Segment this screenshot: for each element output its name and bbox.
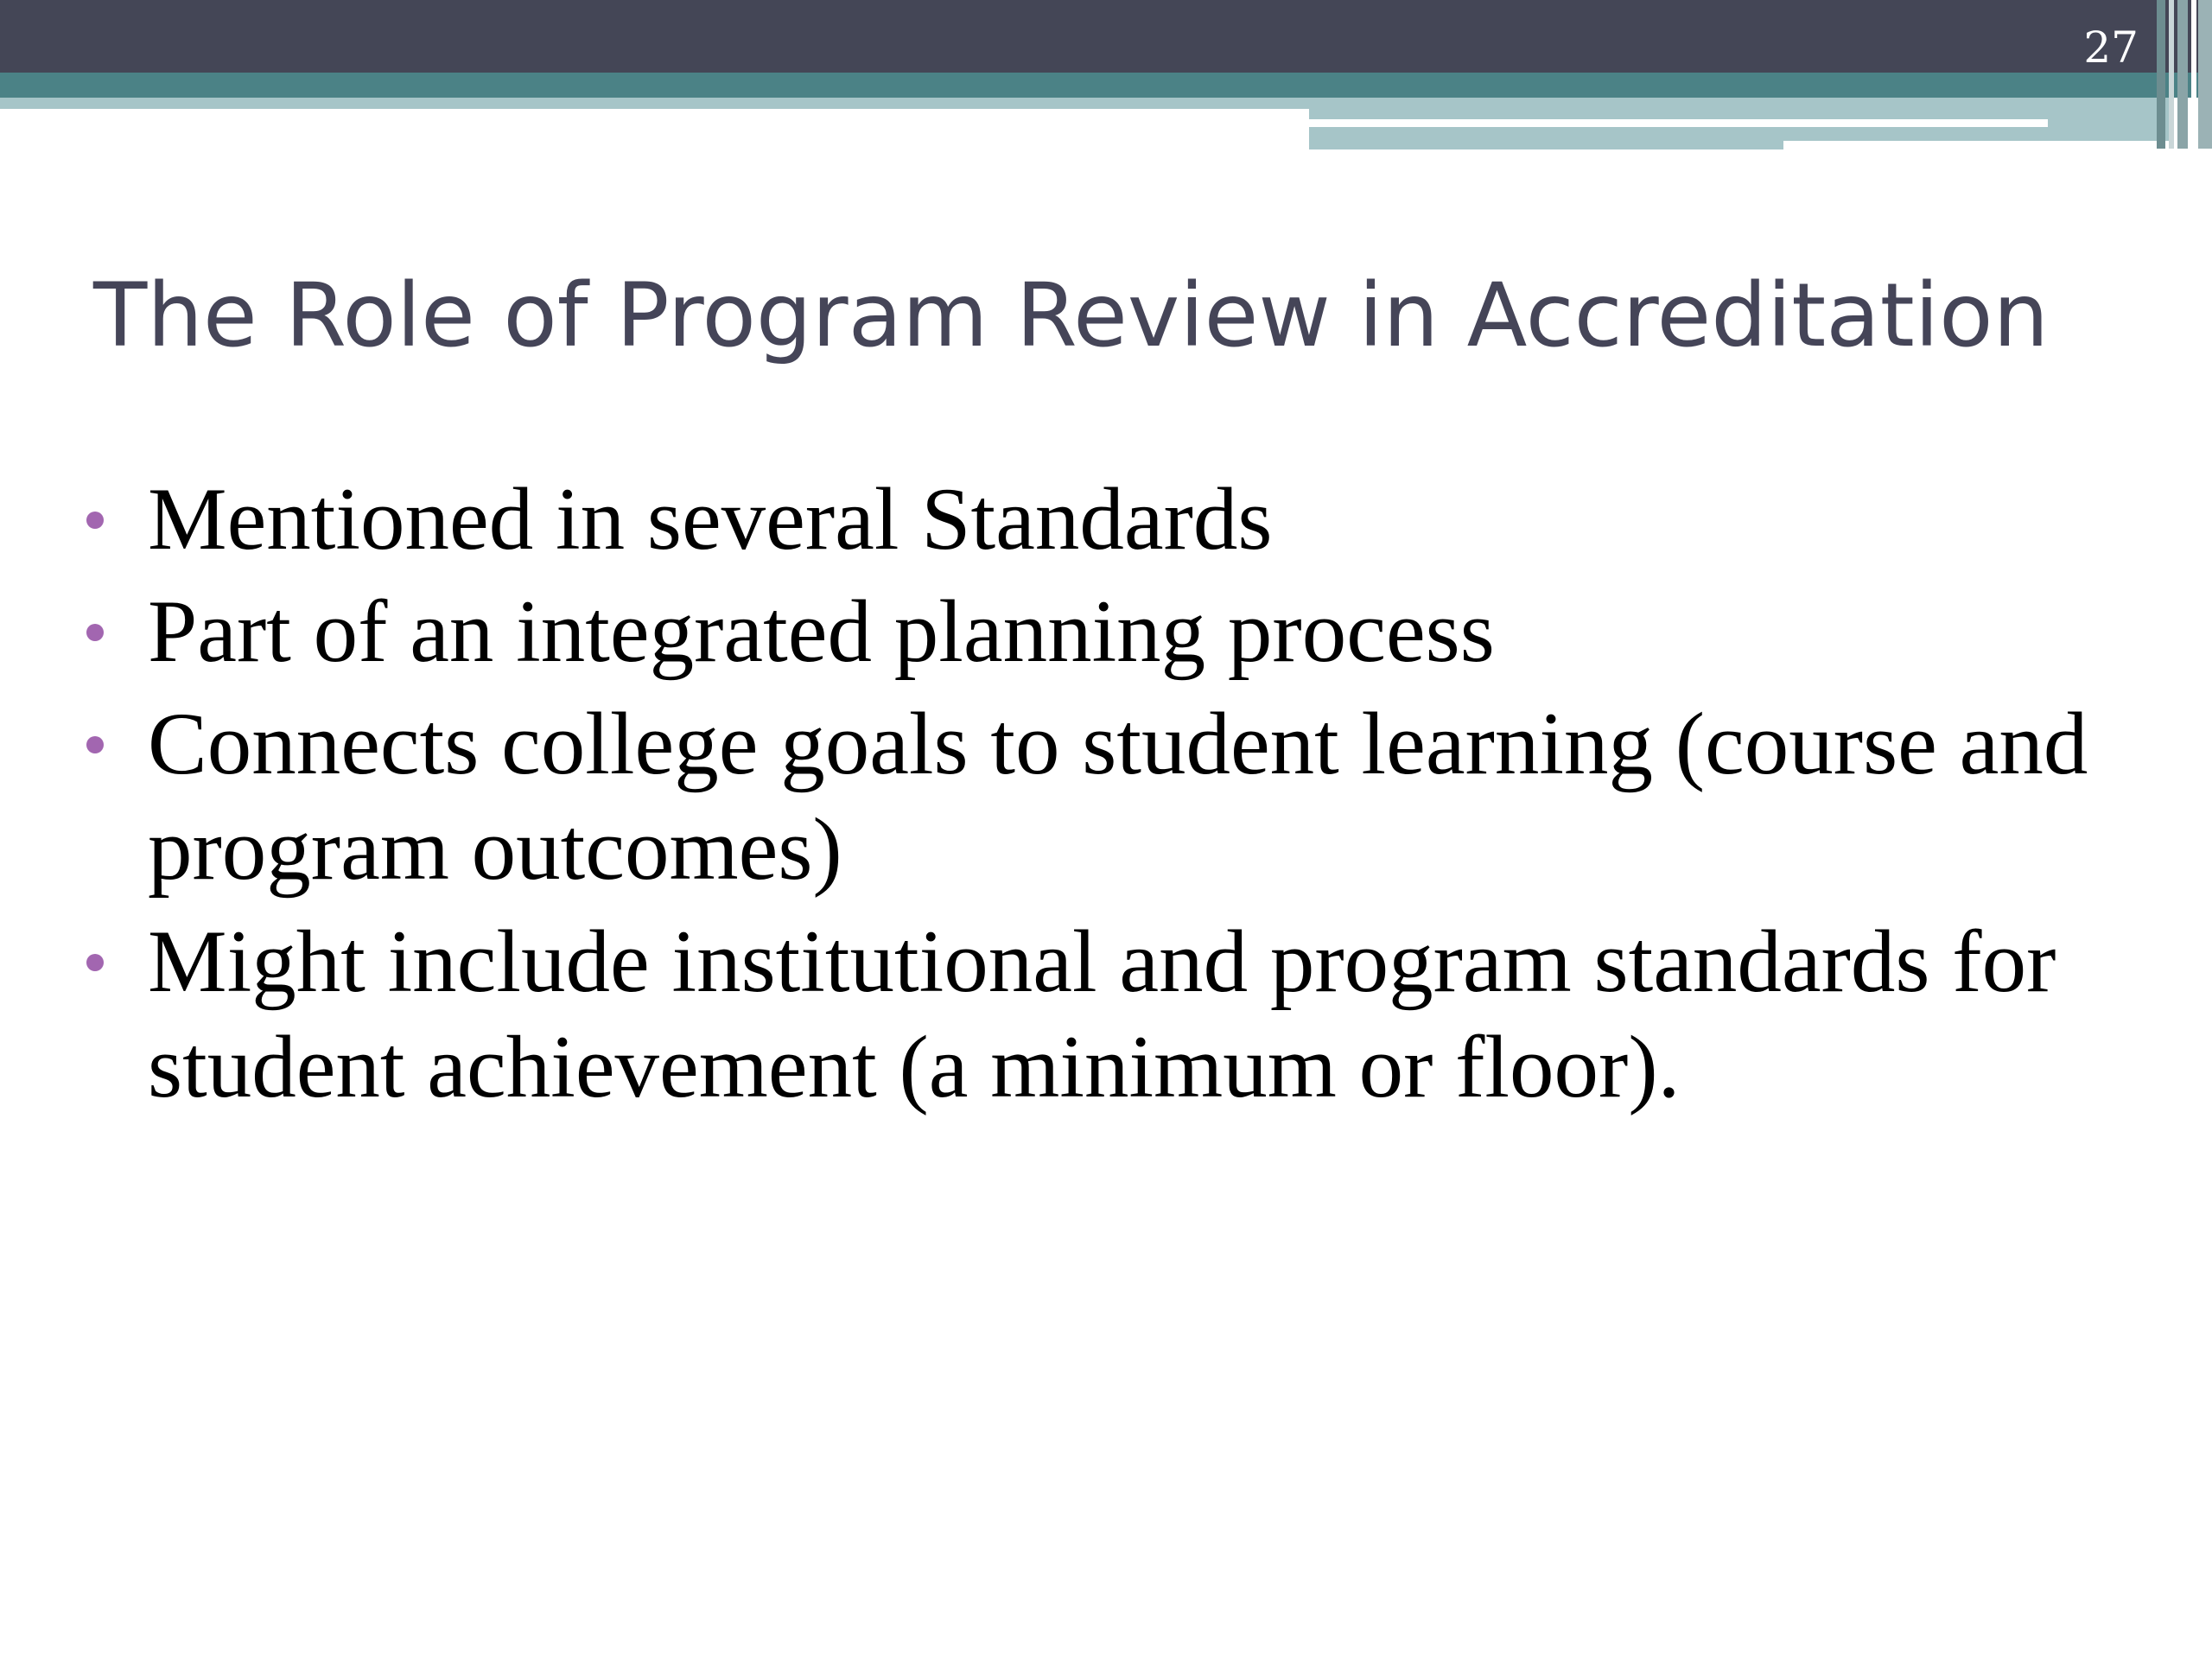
bullet-text: Might include institutional and program standards for student achievement (a minimum or floor). [148, 912, 2056, 1116]
bullet-dot-icon [86, 954, 104, 971]
bullet-text: Connects college goals to student learning (course and program outcomes) [148, 695, 2088, 899]
header-accent-gap [1783, 141, 2181, 149]
header-vertical-stripes [2157, 0, 2212, 149]
list-item [78, 579, 2152, 684]
header-light-band [0, 98, 1309, 109]
bullet-dot-icon [86, 512, 104, 529]
header-dark-band [0, 0, 2212, 73]
bullet-dot-icon [86, 736, 104, 753]
list-item [78, 909, 2152, 1120]
bullet-text: Mentioned in several Standards [148, 470, 1273, 569]
list-item [78, 467, 2152, 572]
bullet-text: Part of an integrated planning process [148, 582, 1495, 681]
bullet-dot-icon [86, 624, 104, 641]
slide-title: The Role of Program Review in Accreditation [93, 264, 2050, 367]
header-teal-band [0, 73, 2212, 98]
header-accent-line [1309, 119, 2048, 127]
bullet-list [78, 467, 2152, 1127]
slide-number: 27 [2083, 22, 2139, 73]
list-item [78, 691, 2152, 902]
